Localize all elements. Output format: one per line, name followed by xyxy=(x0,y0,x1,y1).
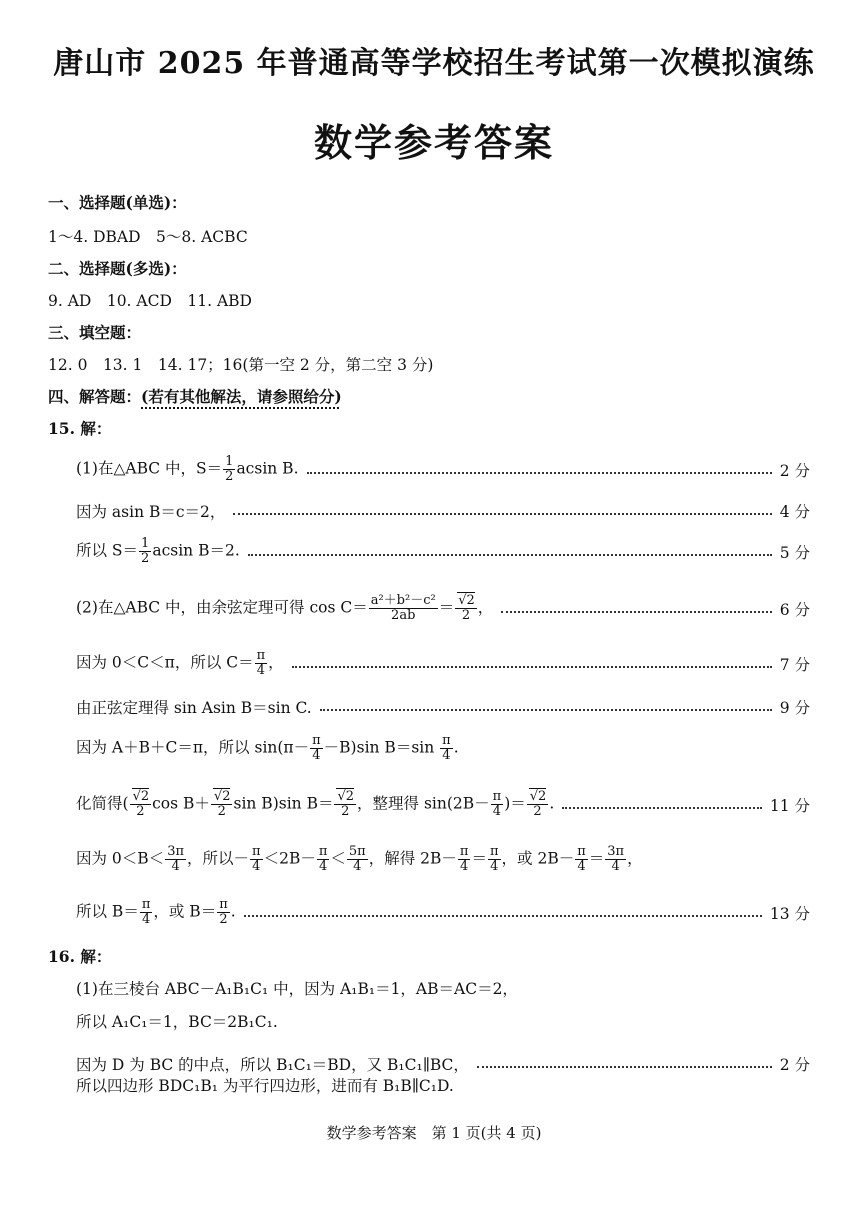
frac-den: 2 xyxy=(219,912,228,927)
q15-l1-text-a: (1)在△ABC 中，S＝ xyxy=(76,459,223,478)
q15-label: 15. 解： xyxy=(48,419,112,438)
q16-label: 16. 解： xyxy=(48,947,112,966)
section-4-note: (若有其他解法，请参照给分) xyxy=(141,387,342,406)
frac-den: 4 xyxy=(353,859,362,874)
frac-num: √2 xyxy=(132,789,150,804)
frac-num: π xyxy=(459,844,469,859)
q15-line-4: (2)在△ABC 中，由余弦定理可得 cos C＝ $\frac{\text{a²＋b²－c²}}{2ab}$ ＝ $\frac{√2}{2}$ ， 6 分 xyxy=(76,593,810,623)
q15-l7-text-c: . xyxy=(453,738,459,757)
section-4-heading xyxy=(48,386,342,408)
fraction-pi-over-4 xyxy=(250,845,263,874)
q15-l4-text-a: (2)在△ABC 中，由余弦定理可得 cos C＝ xyxy=(76,598,368,617)
q16-line-4: 所以四边形 BDC₁B₁ 为平行四边形，进而有 B₁B∥C₁D. xyxy=(76,1077,454,1095)
frac-den: 4 xyxy=(171,859,180,874)
page-footer: 数学参考答案 第 1 页(共 4 页) xyxy=(326,1124,542,1142)
q15-l8-score: 11 分 xyxy=(769,796,810,815)
frac-den: 4 xyxy=(312,748,321,763)
q15-l9-text-d: ＜ xyxy=(330,849,346,868)
frac-den: 4 xyxy=(252,859,261,874)
fraction-pi-over-4 xyxy=(140,898,153,927)
q15-l3-score: 5 分 xyxy=(779,543,810,562)
frac-den: 4 xyxy=(611,859,620,874)
frac-den: 2 xyxy=(533,804,542,819)
fraction-pi-over-4 xyxy=(488,845,501,874)
frac-num: √2 xyxy=(529,789,547,804)
leader-dots xyxy=(562,807,762,809)
frac-num: π xyxy=(256,648,266,663)
frac-num: π xyxy=(442,733,451,748)
frac-num: 1 xyxy=(225,454,234,469)
fraction-cosine-law xyxy=(369,594,438,623)
fraction-pi-over-4 xyxy=(440,734,453,763)
leader-dots xyxy=(307,472,772,474)
q15-l8-text-e: )＝ xyxy=(504,794,526,813)
q15-l1-text-b: acsin B. xyxy=(236,459,299,478)
q15-l8-text-a: 化简得( xyxy=(76,794,129,813)
frac-den: 2 xyxy=(217,804,226,819)
q16-l3-text: 因为 D 为 BC 的中点，所以 B₁C₁＝BD，又 B₁C₁∥BC， xyxy=(76,1056,469,1074)
section-1-heading: 一、选择题(单选)： xyxy=(48,193,187,212)
q15-l4-score: 6 分 xyxy=(779,600,810,619)
q15-l8-text-d: ，整理得 sin(2B－ xyxy=(357,794,490,813)
q15-line-6 xyxy=(76,696,810,718)
section-2-answers: 9. AD 10. ACD 11. ABD xyxy=(48,292,252,310)
frac-num: π xyxy=(577,844,586,859)
q15-l8-text-c: sin B)sin B＝ xyxy=(233,794,334,813)
q15-l9-text-g: ，或 2B－ xyxy=(501,849,575,868)
fraction-pi-over-4 xyxy=(458,845,471,874)
frac-num: π xyxy=(489,844,499,859)
leader-dots xyxy=(248,554,772,556)
fraction-3pi-over-4 xyxy=(605,845,626,874)
frac-den: 2 xyxy=(341,804,350,819)
frac-num: √2 xyxy=(337,789,355,804)
leader-dots xyxy=(244,915,762,917)
frac-den: 4 xyxy=(256,663,266,678)
section-2-heading: 二、选择题(多选)： xyxy=(48,259,187,278)
q15-l9-text-b: ，所以－ xyxy=(187,849,250,868)
q15-l3-text-a: 所以 S＝ xyxy=(76,541,139,560)
q15-l10-text-c: . xyxy=(230,902,236,921)
q15-l6-text: 由正弦定理得 sin Asin B＝sin C. xyxy=(76,699,312,717)
fraction-sqrt2-over-2 xyxy=(334,790,356,819)
fraction-sqrt2-over-2 xyxy=(527,790,549,819)
q15-l5-text-a: 因为 0＜C＜π，所以 C＝ xyxy=(76,653,254,672)
leader-dots xyxy=(320,709,772,711)
q15-l10-score: 13 分 xyxy=(769,904,810,923)
section-3-answers: 12. 0 13. 1 14. 17；16(第一空 2 分，第二空 3 分) xyxy=(48,356,434,374)
q15-line-7 xyxy=(76,734,810,763)
fraction-sqrt2-over-2 xyxy=(455,594,477,623)
q16-line-2: 所以 A₁C₁＝1，BC＝2B₁C₁. xyxy=(76,1013,278,1031)
q15-line-10 xyxy=(76,898,810,927)
frac-den: 4 xyxy=(141,912,151,927)
q16-l3-score: 2 分 xyxy=(779,1056,810,1074)
frac-den: 4 xyxy=(492,804,502,819)
q15-l7-text-b: －B)sin B＝sin xyxy=(323,738,435,757)
leader-dots xyxy=(292,666,772,668)
q15-line-1 xyxy=(76,455,810,484)
fraction-5pi-over-4 xyxy=(347,845,368,874)
document-subtitle: 数学参考答案 xyxy=(313,120,554,165)
frac-den: 4 xyxy=(318,859,328,874)
leader-dots xyxy=(477,1066,772,1068)
frac-den: 4 xyxy=(442,748,451,763)
q15-line-3 xyxy=(76,537,810,566)
frac-num: a²＋b²－c² xyxy=(370,593,436,608)
q15-l8-text-b: cos B＋ xyxy=(152,794,210,813)
frac-num: √2 xyxy=(458,593,475,608)
q15-l2-score: 4 分 xyxy=(779,503,810,521)
fraction-pi-over-2 xyxy=(217,898,230,927)
q15-l9-text-c: ＜2B－ xyxy=(263,849,316,868)
frac-num: π xyxy=(492,789,502,804)
section-1-answers: 1～4. DBAD 5～8. ACBC xyxy=(48,228,248,246)
q15-l9-text-a: 因为 0＜B＜ xyxy=(76,849,165,868)
q15-l2-text: 因为 asin B＝c＝2， xyxy=(76,503,226,521)
q15-l5-text-b: ， xyxy=(268,653,284,672)
q15-l10-text-b: ，或 B＝ xyxy=(153,902,217,921)
fraction-half xyxy=(139,537,151,566)
q15-line-9 xyxy=(76,845,810,874)
fraction-3pi-over-4 xyxy=(165,845,186,874)
q15-l7-text-a: 因为 A＋B＋C＝π，所以 sin(π－ xyxy=(76,738,310,757)
frac-den: 4 xyxy=(490,859,499,874)
leader-dots xyxy=(501,611,771,613)
q16-line-3 xyxy=(76,1053,810,1075)
frac-den: 2ab xyxy=(391,608,416,623)
frac-den: 2 xyxy=(461,608,471,623)
frac-num: π xyxy=(312,733,321,748)
fraction-pi-over-4 xyxy=(255,649,268,678)
frac-den: 4 xyxy=(460,859,469,874)
fraction-pi-over-4 xyxy=(310,734,323,763)
q15-l4-eq: ＝ xyxy=(438,598,455,617)
q15-l3-text-b: acsin B＝2. xyxy=(152,541,240,560)
frac-den: 2 xyxy=(225,469,234,484)
frac-num: π xyxy=(318,844,328,859)
frac-num: π xyxy=(219,897,228,912)
q15-l1-score: 2 分 xyxy=(779,461,810,480)
document-title: 唐山市 2025 年普通高等学校招生考试第一次模拟演练 xyxy=(53,46,815,81)
frac-den: 4 xyxy=(577,859,586,874)
fraction-sqrt2-over-2 xyxy=(130,790,152,819)
frac-num: π xyxy=(252,844,261,859)
fraction-pi-over-4 xyxy=(575,845,588,874)
q15-l9-text-e: ，解得 2B－ xyxy=(368,849,457,868)
frac-num: 1 xyxy=(141,536,150,551)
fraction-half xyxy=(223,455,235,484)
section-4-title: 四、解答题： xyxy=(48,387,142,406)
q15-l9-text-f: ＝ xyxy=(471,849,487,868)
fraction-pi-over-4 xyxy=(491,790,504,819)
q15-l5-score: 7 分 xyxy=(779,655,810,674)
q15-line-8 xyxy=(76,790,810,819)
q15-l8-text-f: . xyxy=(549,794,555,813)
fraction-pi-over-4 xyxy=(317,845,330,874)
q15-l9-text-i: ， xyxy=(627,849,643,868)
q16-line-1: (1)在三棱台 ABC－A₁B₁C₁ 中，因为 A₁B₁＝1，AB＝AC＝2， xyxy=(76,980,518,998)
frac-num: 3π xyxy=(607,844,625,859)
q15-line-5 xyxy=(76,649,810,678)
q15-l9-text-h: ＝ xyxy=(588,849,605,868)
q15-l6-score: 9 分 xyxy=(779,699,810,717)
frac-den: 2 xyxy=(136,804,145,819)
frac-num: π xyxy=(141,897,151,912)
frac-num: 3π xyxy=(167,844,185,859)
frac-num: √2 xyxy=(213,789,231,804)
frac-den: 2 xyxy=(141,551,150,566)
section-3-heading: 三、填空题： xyxy=(48,323,142,342)
q15-l10-text-a: 所以 B＝ xyxy=(76,902,139,921)
leader-dots xyxy=(233,513,771,515)
frac-num: 5π xyxy=(348,844,366,859)
q15-line-2 xyxy=(76,500,810,522)
fraction-sqrt2-over-2 xyxy=(211,790,233,819)
